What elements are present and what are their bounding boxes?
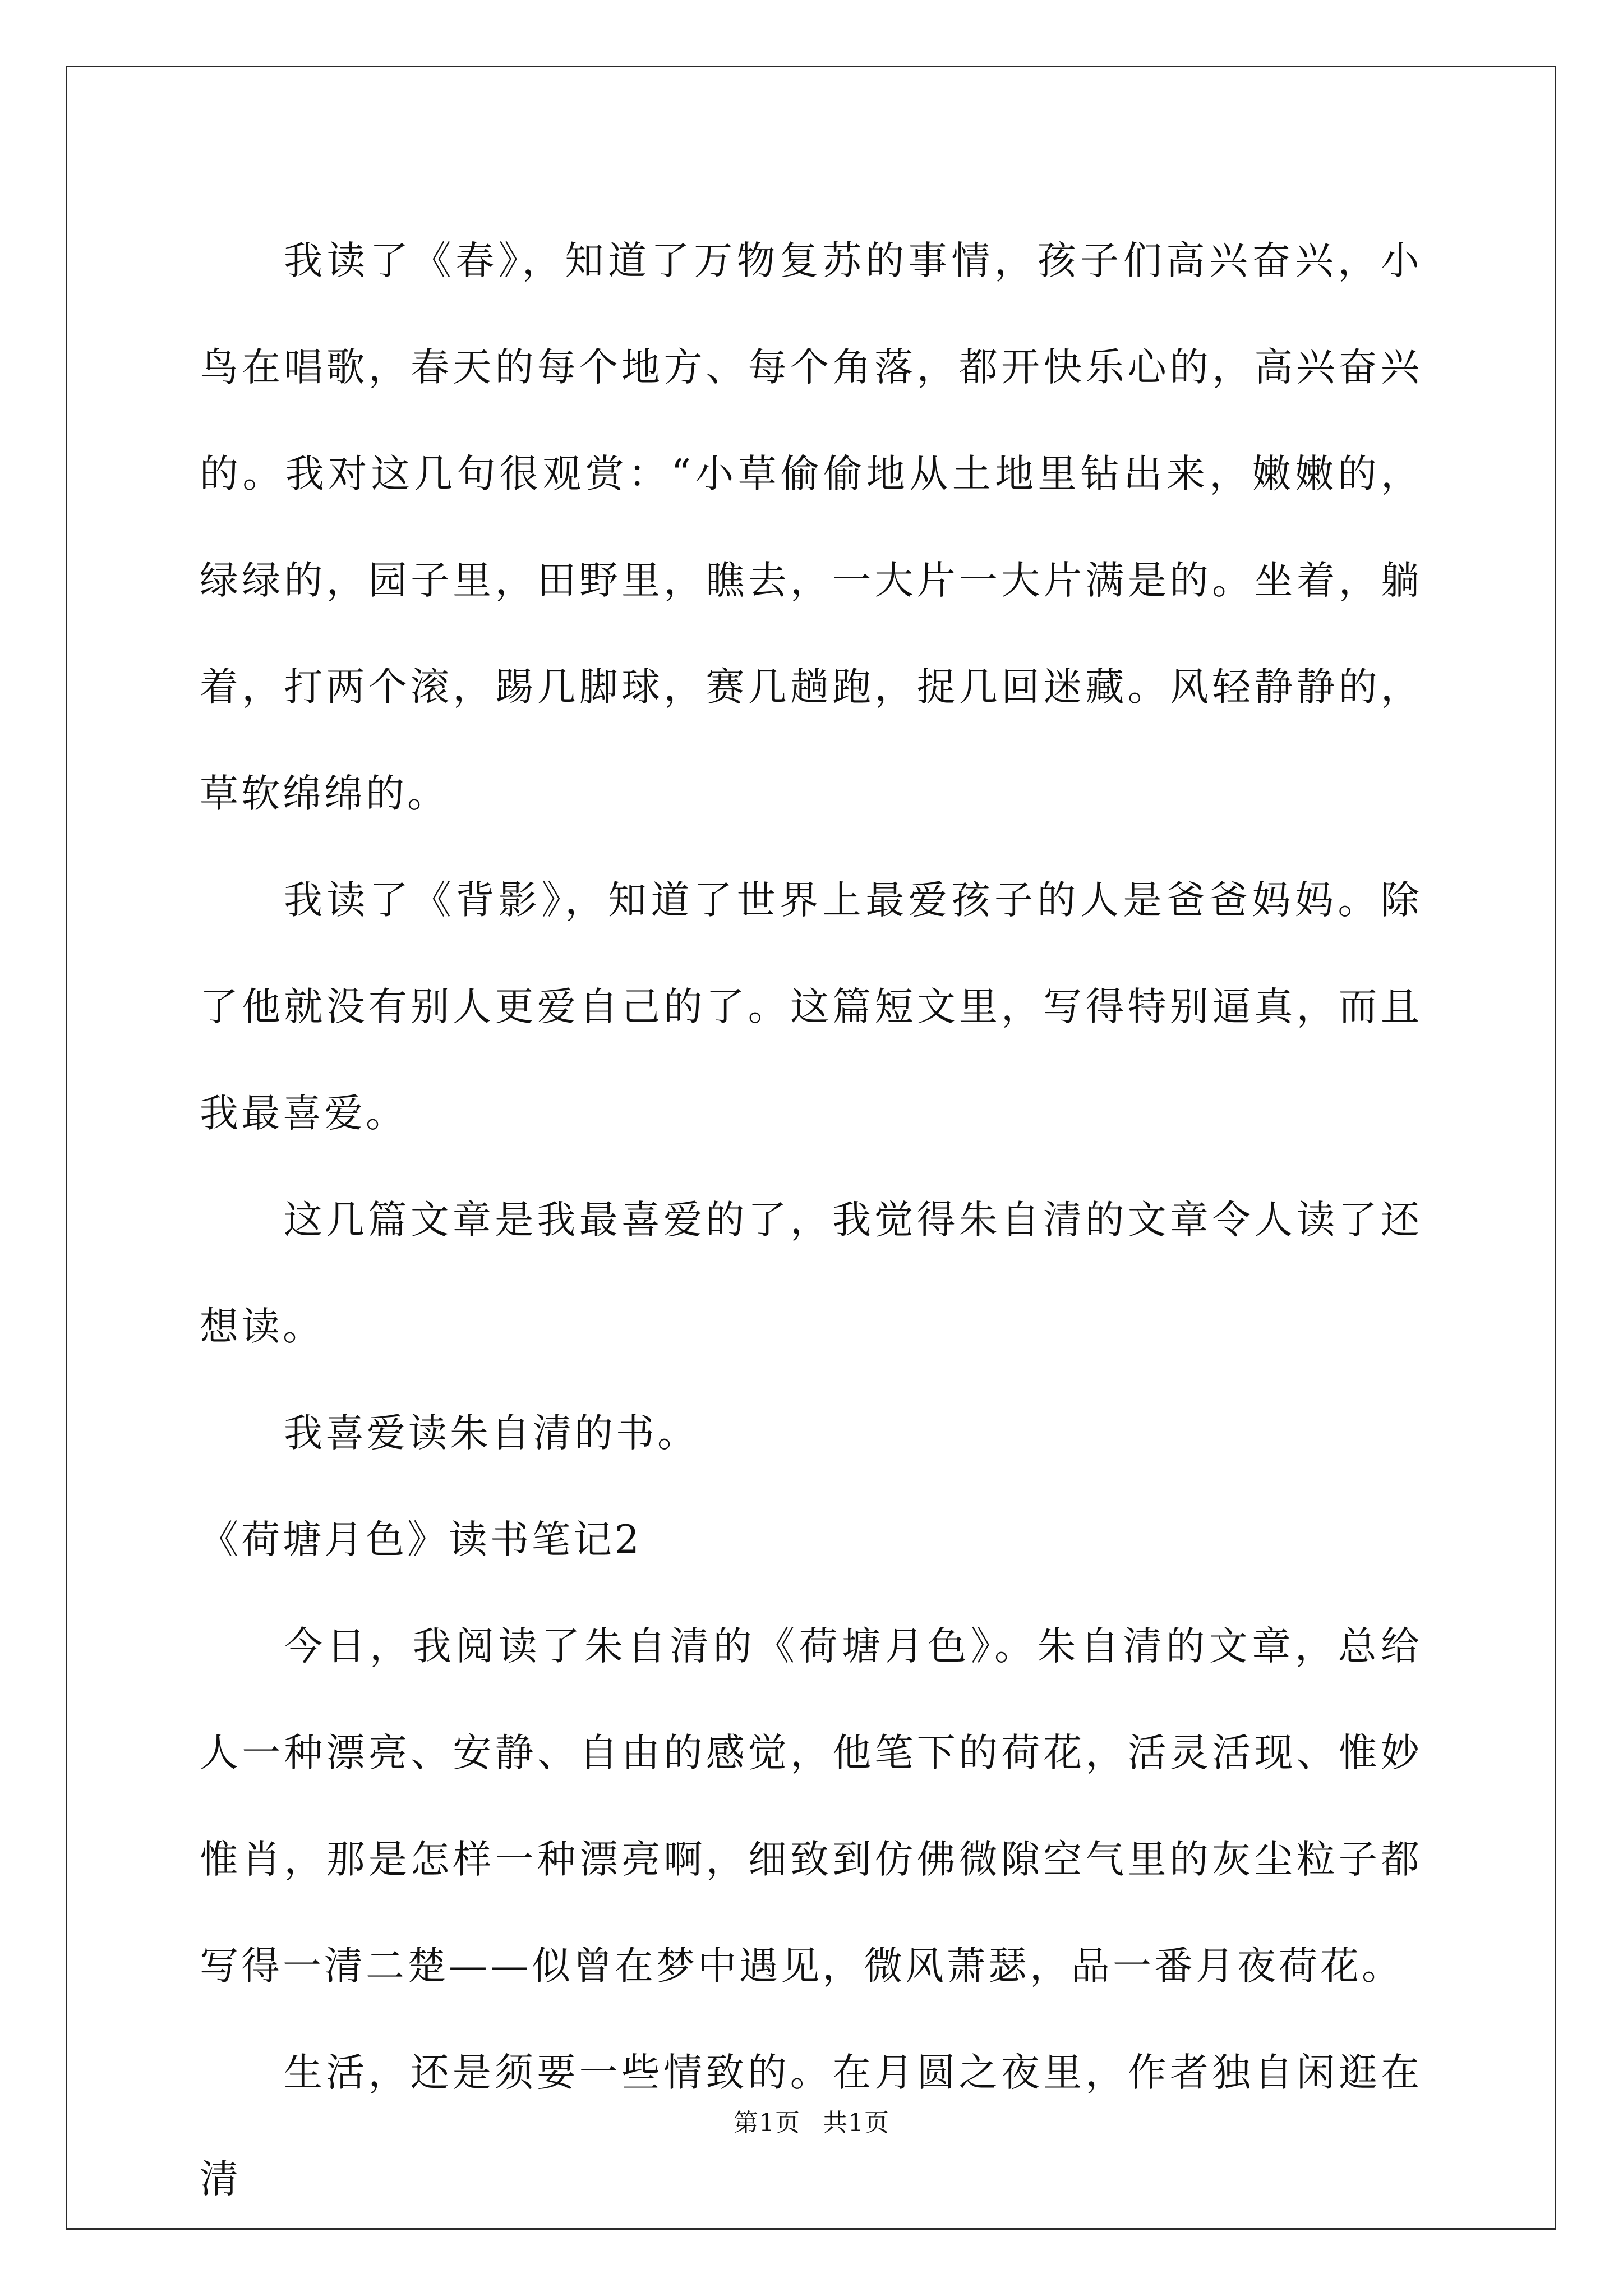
page-footer [0, 2106, 1623, 2140]
paragraph-life: 生活，还是须要一些情致的。在月圆之夜里，作者独自闲逛在清 [200, 2050, 1422, 2202]
section-heading: 《荷塘月色》读书笔记2 [200, 1517, 642, 1562]
page-total: 共1页 [823, 2109, 889, 2137]
document-body [200, 208, 1422, 2233]
page-number: 第1页 [734, 2109, 800, 2137]
paragraph-favorite: 这几篇文章是我最喜爱的了，我觉得朱自清的文章令人读了还想读。 [200, 1198, 1422, 1349]
paragraph-like-reading: 我喜爱读朱自清的书。 [284, 1411, 699, 1456]
paragraph-moonlight-today: 今日，我阅读了朱自清的《荷塘月色》。朱自清的文章，总给人一种漂亮、安静、自由的感觉，他笔下的荷花，活灵活现、惟妙惟肖，那是怎样一种漂亮啊，细致到仿佛微隙空气里的灰尘粒子都写得一清二楚——似曾在梦中遇见，微风萧瑟，品一番月夜荷花。 [200, 1624, 1422, 1989]
paragraph-spring: 我读了《春》，知道了万物复苏的事情，孩子们高兴奋兴，小鸟在唱歌，春天的每个地方、每个角落，都开快乐心的，高兴奋兴的。我对这几句很观赏：“小草偷偷地从土地里钻出来，嫩嫩的，绿绿的，园子里，田野里，瞧去，一大片一大片满是的。坐着，躺着，打两个滚，踢几脚球，赛几趟跑，捉几回迷藏。风轻静静的，草软绵绵的。 [200, 238, 1422, 816]
paragraph-back-view: 我读了《背影》，知道了世界上最爱孩子的人是爸爸妈妈。除了他就没有别人更爱自己的了。这篇短文里，写得特别逼真，而且我最喜爱。 [200, 878, 1422, 1136]
